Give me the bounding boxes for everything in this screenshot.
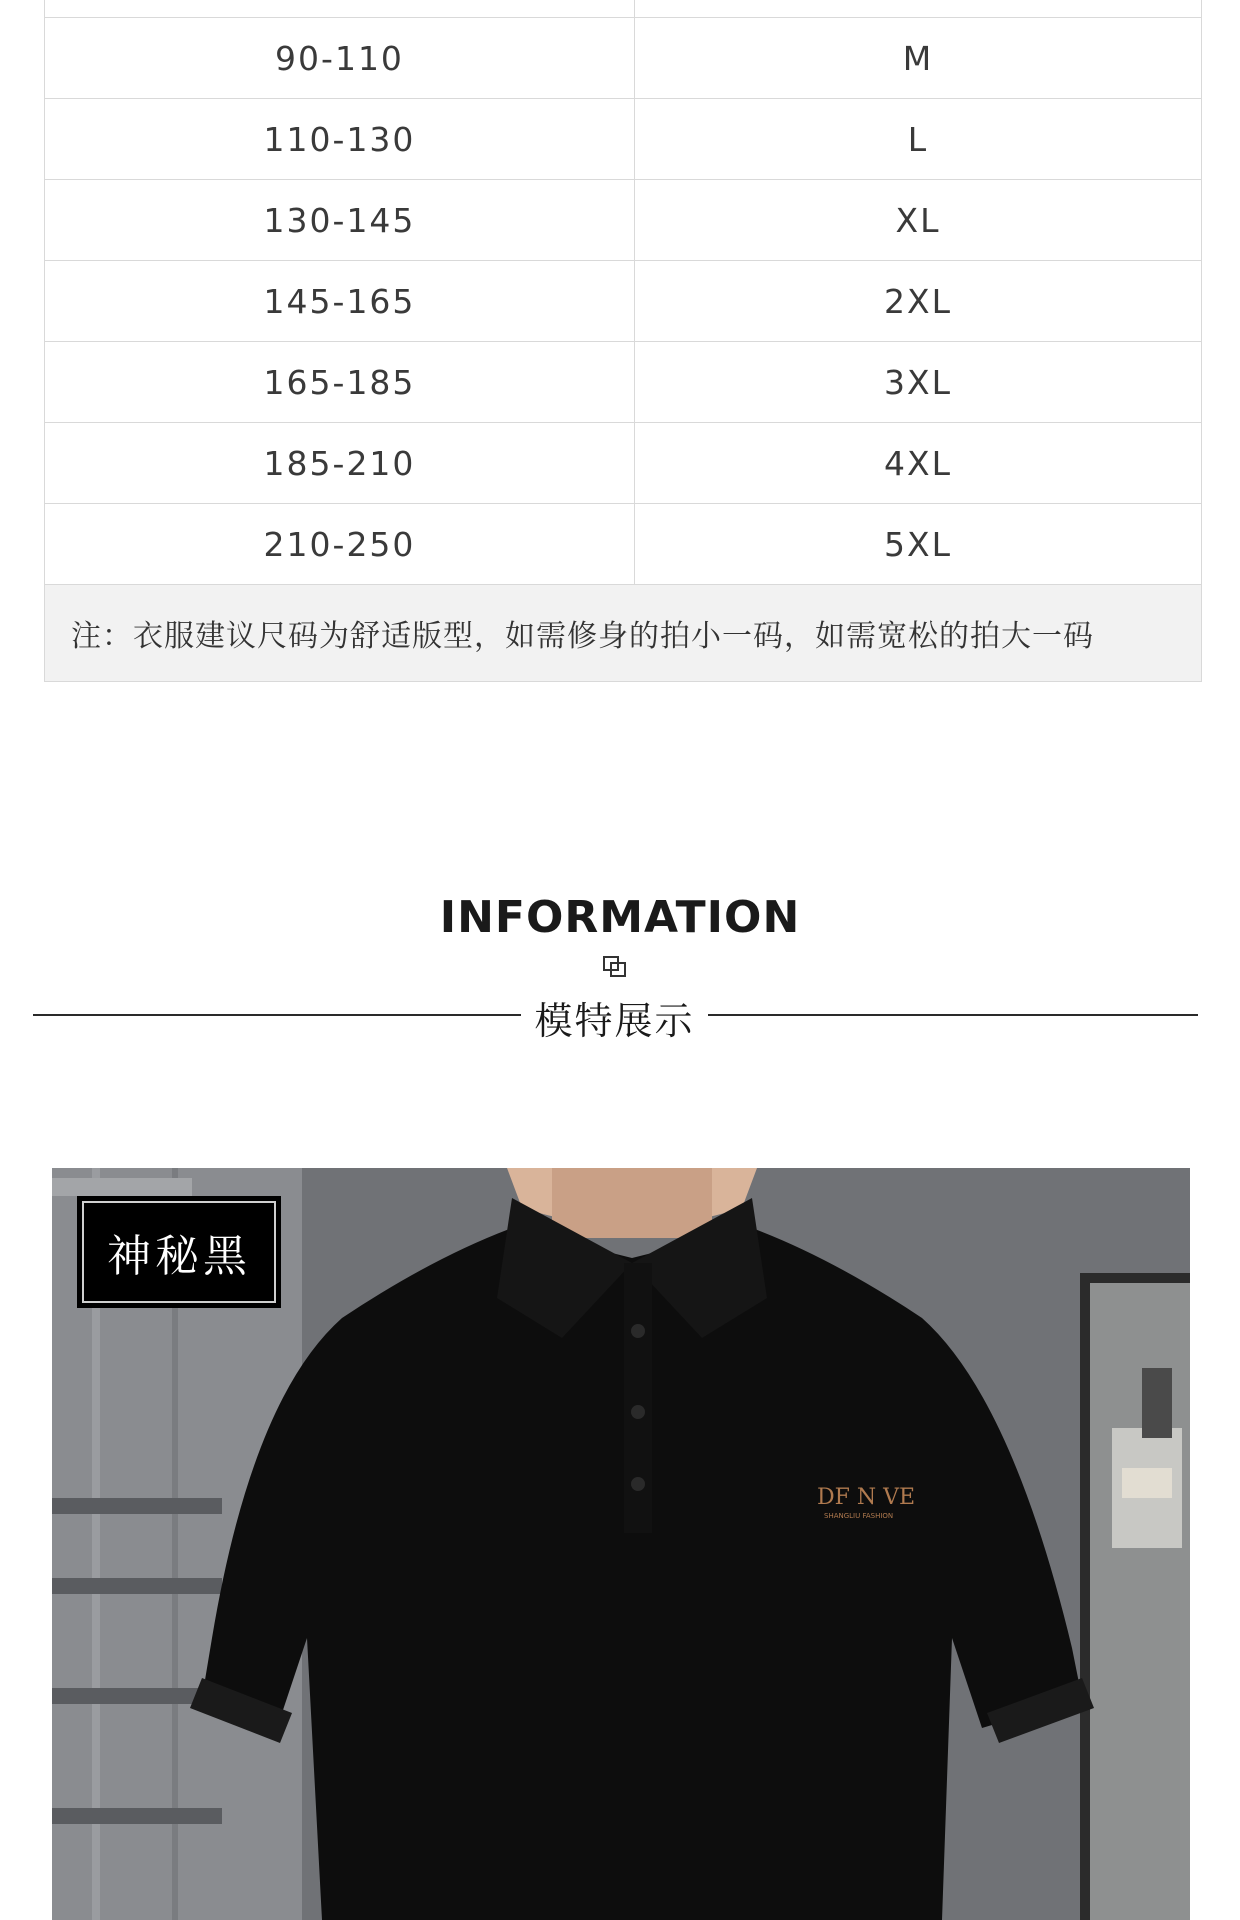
square-icon (603, 956, 627, 978)
weight-cell: 110-130 (45, 99, 635, 179)
size-cell: 2XL (884, 281, 952, 321)
size-table (44, 0, 1202, 682)
divider-line-right (708, 1014, 1198, 1016)
color-badge (77, 1196, 281, 1308)
weight-cell: 90-110 (45, 18, 635, 98)
size-cell: 5XL (884, 524, 952, 564)
table-row (45, 17, 1201, 98)
table-row (45, 422, 1201, 503)
section-title: INFORMATION (439, 892, 801, 943)
shirt-logo: DF N VE (817, 1485, 916, 1510)
table-row (45, 179, 1201, 260)
table-row (45, 260, 1201, 341)
size-note: 注：衣服建议尺码为舒适版型，如需修身的拍小一码，如需宽松的拍大一码 (45, 584, 1201, 681)
shirt-logo-subtext: SHANGLIU FASHION (824, 1512, 894, 1520)
table-row (45, 341, 1201, 422)
table-row (45, 503, 1201, 584)
size-cell: 4XL (884, 443, 952, 483)
weight-cell: 185-210 (45, 423, 635, 503)
section-subtitle: 模特展示 (534, 999, 695, 1043)
weight-cell: 165-185 (45, 342, 635, 422)
divider-line-left (33, 1014, 521, 1016)
size-cell: M (902, 38, 934, 78)
weight-cell: 130-145 (45, 180, 635, 260)
size-cell: L (907, 119, 929, 159)
weight-cell: 145-165 (45, 261, 635, 341)
table-row (45, 98, 1201, 179)
weight-cell: 210-250 (45, 504, 635, 584)
color-label: 神秘黑 (82, 1201, 276, 1303)
table-row-partial (45, 0, 1201, 17)
size-cell: XL (895, 200, 941, 240)
size-cell: 3XL (884, 362, 952, 402)
